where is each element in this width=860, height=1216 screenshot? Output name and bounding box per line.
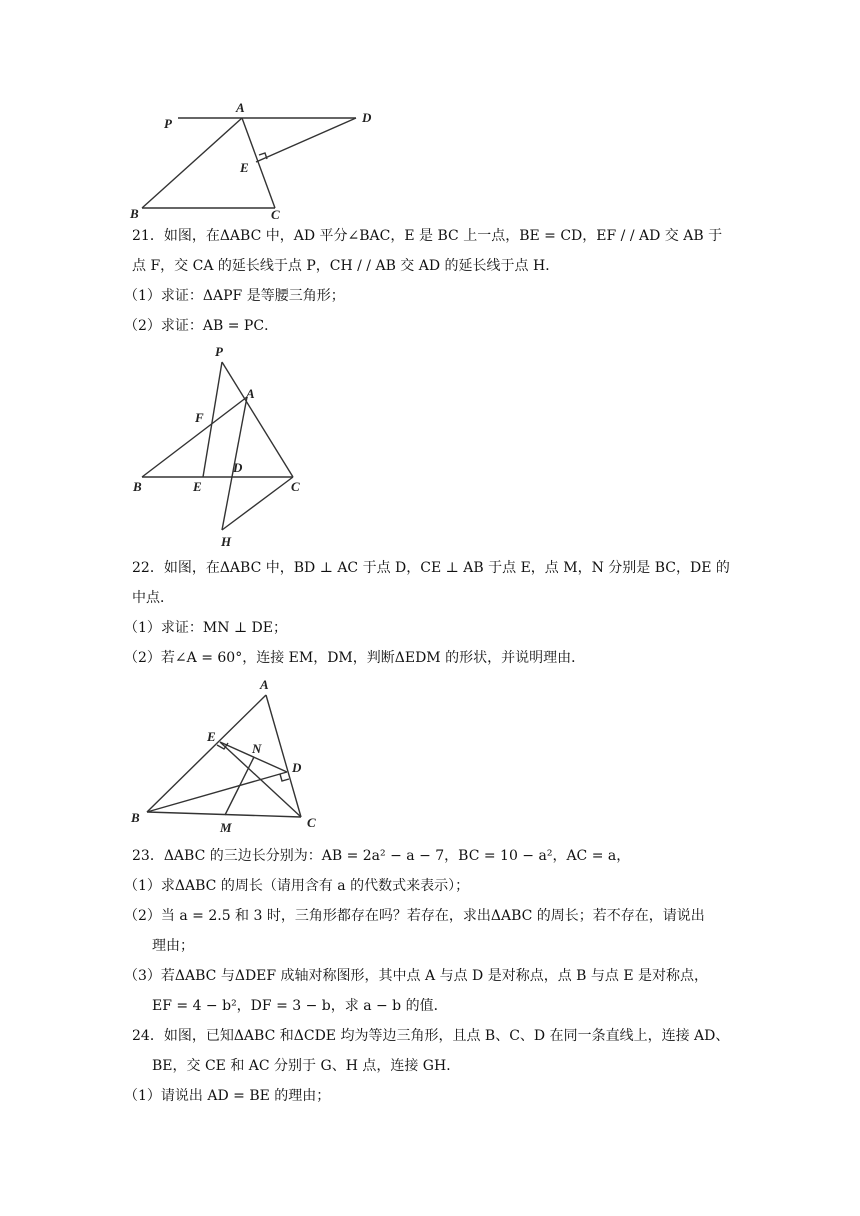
label-a: A	[236, 100, 245, 115]
figure-q20	[120, 100, 390, 225]
q24-line2: BE，交 CE 和 AC 分别于 G、H 点，连接 GH．	[152, 1058, 461, 1074]
segment-ba	[142, 397, 247, 477]
label-d: D	[233, 460, 243, 475]
q23-part3-a: （3）若ΔABC 与ΔDEF 成轴对称图形，其中点 A 与点 D 是对称点，点 B 与点 E 是对称点，	[124, 968, 708, 984]
label-d: D	[362, 110, 372, 125]
q22-line1: 22．如图，在ΔABC 中，BD ⊥ AC 于点 D，CE ⊥ AB 于点 E，点 M，N 分别是 BC，DE 的	[132, 560, 730, 576]
label-c: C	[271, 207, 280, 222]
segment-pe	[203, 362, 222, 477]
label-b: B	[130, 206, 139, 221]
q23-part3-b: EF = 4 − b²，DF = 3 − b，求 a − b 的值．	[152, 998, 448, 1014]
segment-mn	[225, 757, 254, 815]
q21-line1: 21．如图，在ΔABC 中，AD 平分∠BAC，E 是 BC 上一点，BE = CD，EF / / AD 交 AB 于	[132, 228, 723, 244]
label-d: D	[292, 760, 302, 775]
label-a: A	[246, 386, 255, 401]
q23-part1: （1）求ΔABC 的周长（请用含有 a 的代数式来表示）；	[124, 878, 470, 894]
label-e: E	[240, 160, 249, 175]
label-h: H	[221, 534, 232, 549]
segment-ac	[266, 695, 301, 817]
q21-part2: （2）求证：AB = PC．	[124, 318, 279, 334]
label-b: B	[133, 479, 142, 494]
q21-part1: （1）求证：ΔAPF 是等腰三角形；	[124, 288, 345, 304]
label-p: P	[215, 344, 223, 359]
segment-de	[256, 118, 356, 162]
q24-part1: （1）请说出 AD = BE 的理由；	[124, 1088, 331, 1104]
figure-q21	[125, 340, 315, 550]
label-p: P	[164, 116, 172, 131]
segment-ab	[142, 118, 242, 208]
segment-ch	[222, 477, 293, 530]
q21-line2: 点 F，交 CA 的延长线于点 P，CH / / AB 交 AD 的延长线于点 H．	[132, 258, 560, 274]
q22-part1: （1）求证：MN ⊥ DE；	[124, 620, 288, 636]
q22-line2: 中点．	[132, 590, 174, 606]
right-angle-mark-d	[280, 774, 289, 781]
segment-bc	[147, 812, 301, 817]
q23-part2-a: （2）当 a = 2.5 和 3 时，三角形都存在吗？若存在，求出ΔABC 的周长；若不存在，请说出	[124, 908, 705, 924]
label-m: M	[220, 820, 232, 835]
label-c: C	[307, 815, 316, 830]
label-c: C	[291, 479, 300, 494]
label-b: B	[131, 810, 140, 825]
label-f: F	[195, 410, 204, 425]
q22-part2: （2）若∠A = 60°，连接 EM，DM，判断ΔEDM 的形状，并说明理由．	[124, 650, 586, 666]
label-e: E	[193, 479, 202, 494]
label-e: E	[207, 729, 216, 744]
figure-q22	[125, 675, 335, 840]
label-n: N	[252, 741, 262, 756]
label-a: A	[260, 677, 269, 692]
q23-line1: 23．ΔABC 的三边长分别为：AB = 2a² − a − 7，BC = 10 − a²，AC = a，	[132, 848, 631, 864]
q24-line1: 24．如图，已知ΔABC 和ΔCDE 均为等边三角形，且点 B、C、D 在同一条直线上，连接 AD、	[132, 1028, 730, 1044]
q23-part2-b: 理由；	[152, 938, 194, 954]
